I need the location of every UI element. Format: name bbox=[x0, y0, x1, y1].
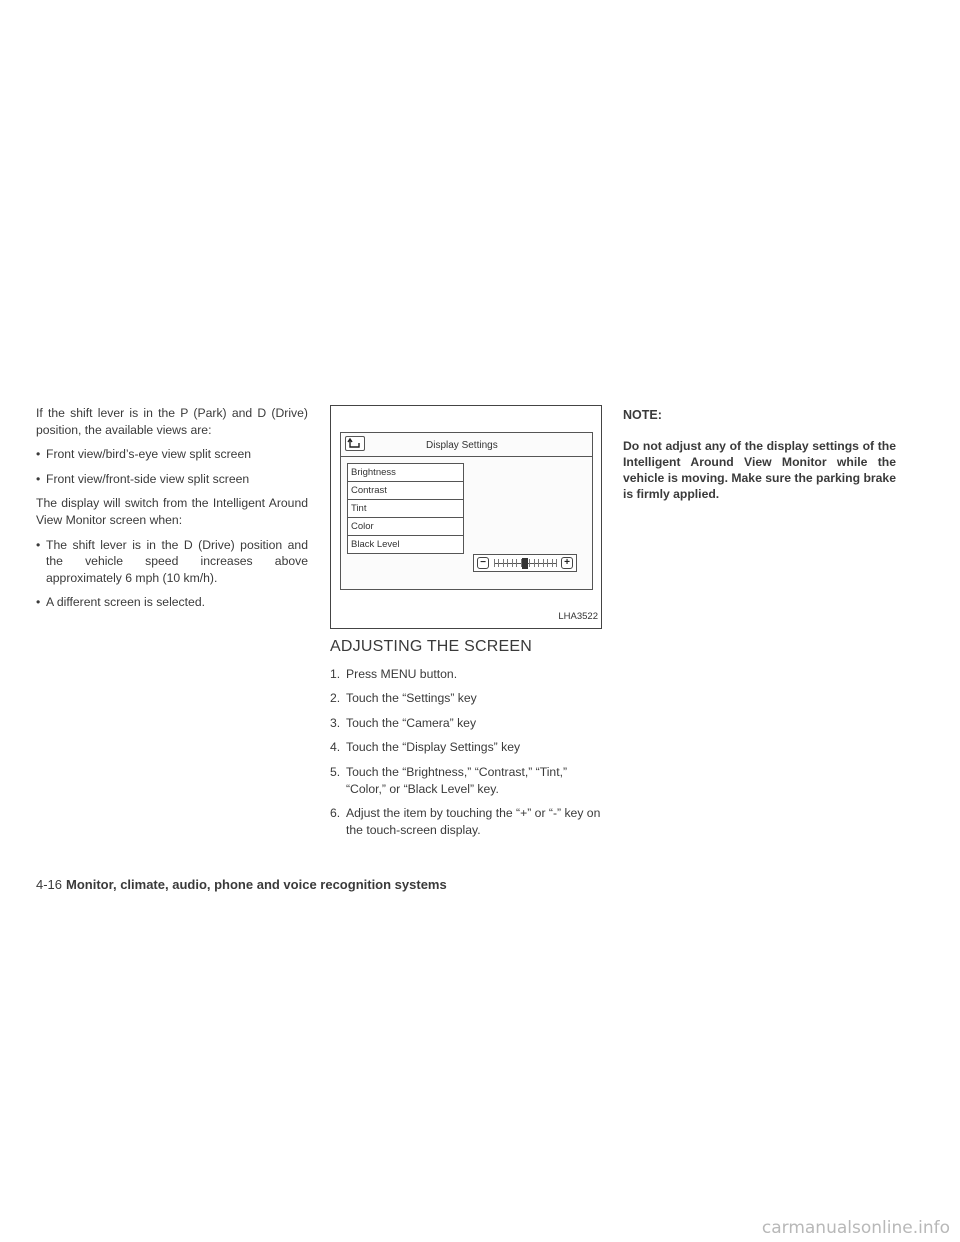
display-settings-figure bbox=[330, 405, 602, 629]
menu-item-color[interactable]: Color bbox=[348, 518, 463, 536]
slider-tick bbox=[538, 559, 539, 567]
switch-intro: The display will switch from the Intelligent Around View Monitor screen when: bbox=[36, 496, 308, 527]
section-heading: ADJUSTING THE SCREEN bbox=[330, 638, 532, 655]
slider-tick bbox=[498, 559, 499, 567]
adjustment-slider[interactable] bbox=[473, 554, 577, 572]
step-item: 4. Touch the “Display Settings” key bbox=[330, 740, 521, 755]
right-column bbox=[623, 405, 896, 502]
back-button[interactable] bbox=[345, 436, 365, 451]
condition-item: • A different screen is selected. bbox=[36, 595, 205, 610]
views-intro: If the shift lever is in the P (Park) and D (Drive) position, the available views are: bbox=[36, 406, 308, 437]
slider-tick bbox=[512, 559, 513, 567]
minus-button[interactable]: − bbox=[477, 557, 489, 569]
screen-header bbox=[341, 433, 592, 457]
step-item: 5. Touch the “Brightness,” “Contrast,” “Tint,” “Color,” or “Black Level” key. bbox=[330, 764, 568, 796]
slider-knob[interactable] bbox=[522, 558, 528, 569]
page-footer bbox=[36, 877, 447, 892]
note-title: NOTE: bbox=[623, 408, 662, 422]
slider-tick bbox=[507, 559, 508, 567]
left-column bbox=[36, 405, 308, 619]
bullet-icon: • bbox=[36, 447, 41, 462]
back-arrow-icon bbox=[346, 437, 364, 450]
bullet-icon: • bbox=[36, 471, 41, 486]
condition-item: • The shift lever is in the D (Drive) position and the vehicle speed increases above approximately 6 mph (10 km/h). bbox=[36, 537, 308, 585]
watermark: carmanualsonline.info bbox=[761, 1218, 950, 1238]
menu-item-black-level[interactable]: Black Level bbox=[351, 539, 400, 550]
slider-tick bbox=[516, 559, 517, 567]
middle-column bbox=[330, 405, 602, 846]
slider-tick bbox=[543, 559, 544, 567]
page-number: 4-16 bbox=[36, 877, 63, 892]
slider-tick bbox=[552, 559, 553, 567]
plus-button[interactable]: + bbox=[561, 557, 573, 569]
bullet-icon: • bbox=[36, 537, 41, 552]
step-item: 1. Press MENU button. bbox=[330, 666, 458, 681]
slider-tick bbox=[529, 559, 530, 567]
step-item: 3. Touch the “Camera” key bbox=[330, 715, 477, 730]
menu-item-contrast[interactable]: Contrast bbox=[348, 482, 463, 500]
slider-tick bbox=[547, 559, 548, 567]
figure-code: LHA3522 bbox=[558, 611, 598, 623]
chapter-title: Monitor, climate, audio, phone and voice recognition systems bbox=[66, 877, 447, 892]
menu-item-tint[interactable]: Tint bbox=[348, 500, 463, 518]
slider-tick bbox=[556, 559, 557, 567]
slider-tick bbox=[534, 559, 535, 567]
view-item: • Front view/bird’s-eye view split screen bbox=[36, 447, 252, 462]
step-item: 6. Adjust the item by touching the “+” or “-” key on the touch-screen display. bbox=[330, 806, 601, 837]
screen-title: Display Settings bbox=[426, 440, 498, 451]
steps-list bbox=[330, 666, 602, 839]
slider-tick bbox=[503, 559, 504, 567]
menu-item-brightness[interactable]: Brightness bbox=[348, 464, 463, 482]
slider-tick bbox=[494, 559, 495, 567]
screen-illustration bbox=[340, 432, 593, 590]
settings-menu bbox=[347, 463, 464, 554]
note-body: Do not adjust any of the display settings of the Intelligent Around View Monitor while the vehicle is moving. Make sure the parking brake is firmly applied. bbox=[623, 438, 896, 502]
view-item: • Front view/front-side view split screen bbox=[36, 471, 250, 486]
step-item: 2. Touch the “Settings” key bbox=[330, 691, 477, 706]
bullet-icon: • bbox=[36, 595, 41, 610]
